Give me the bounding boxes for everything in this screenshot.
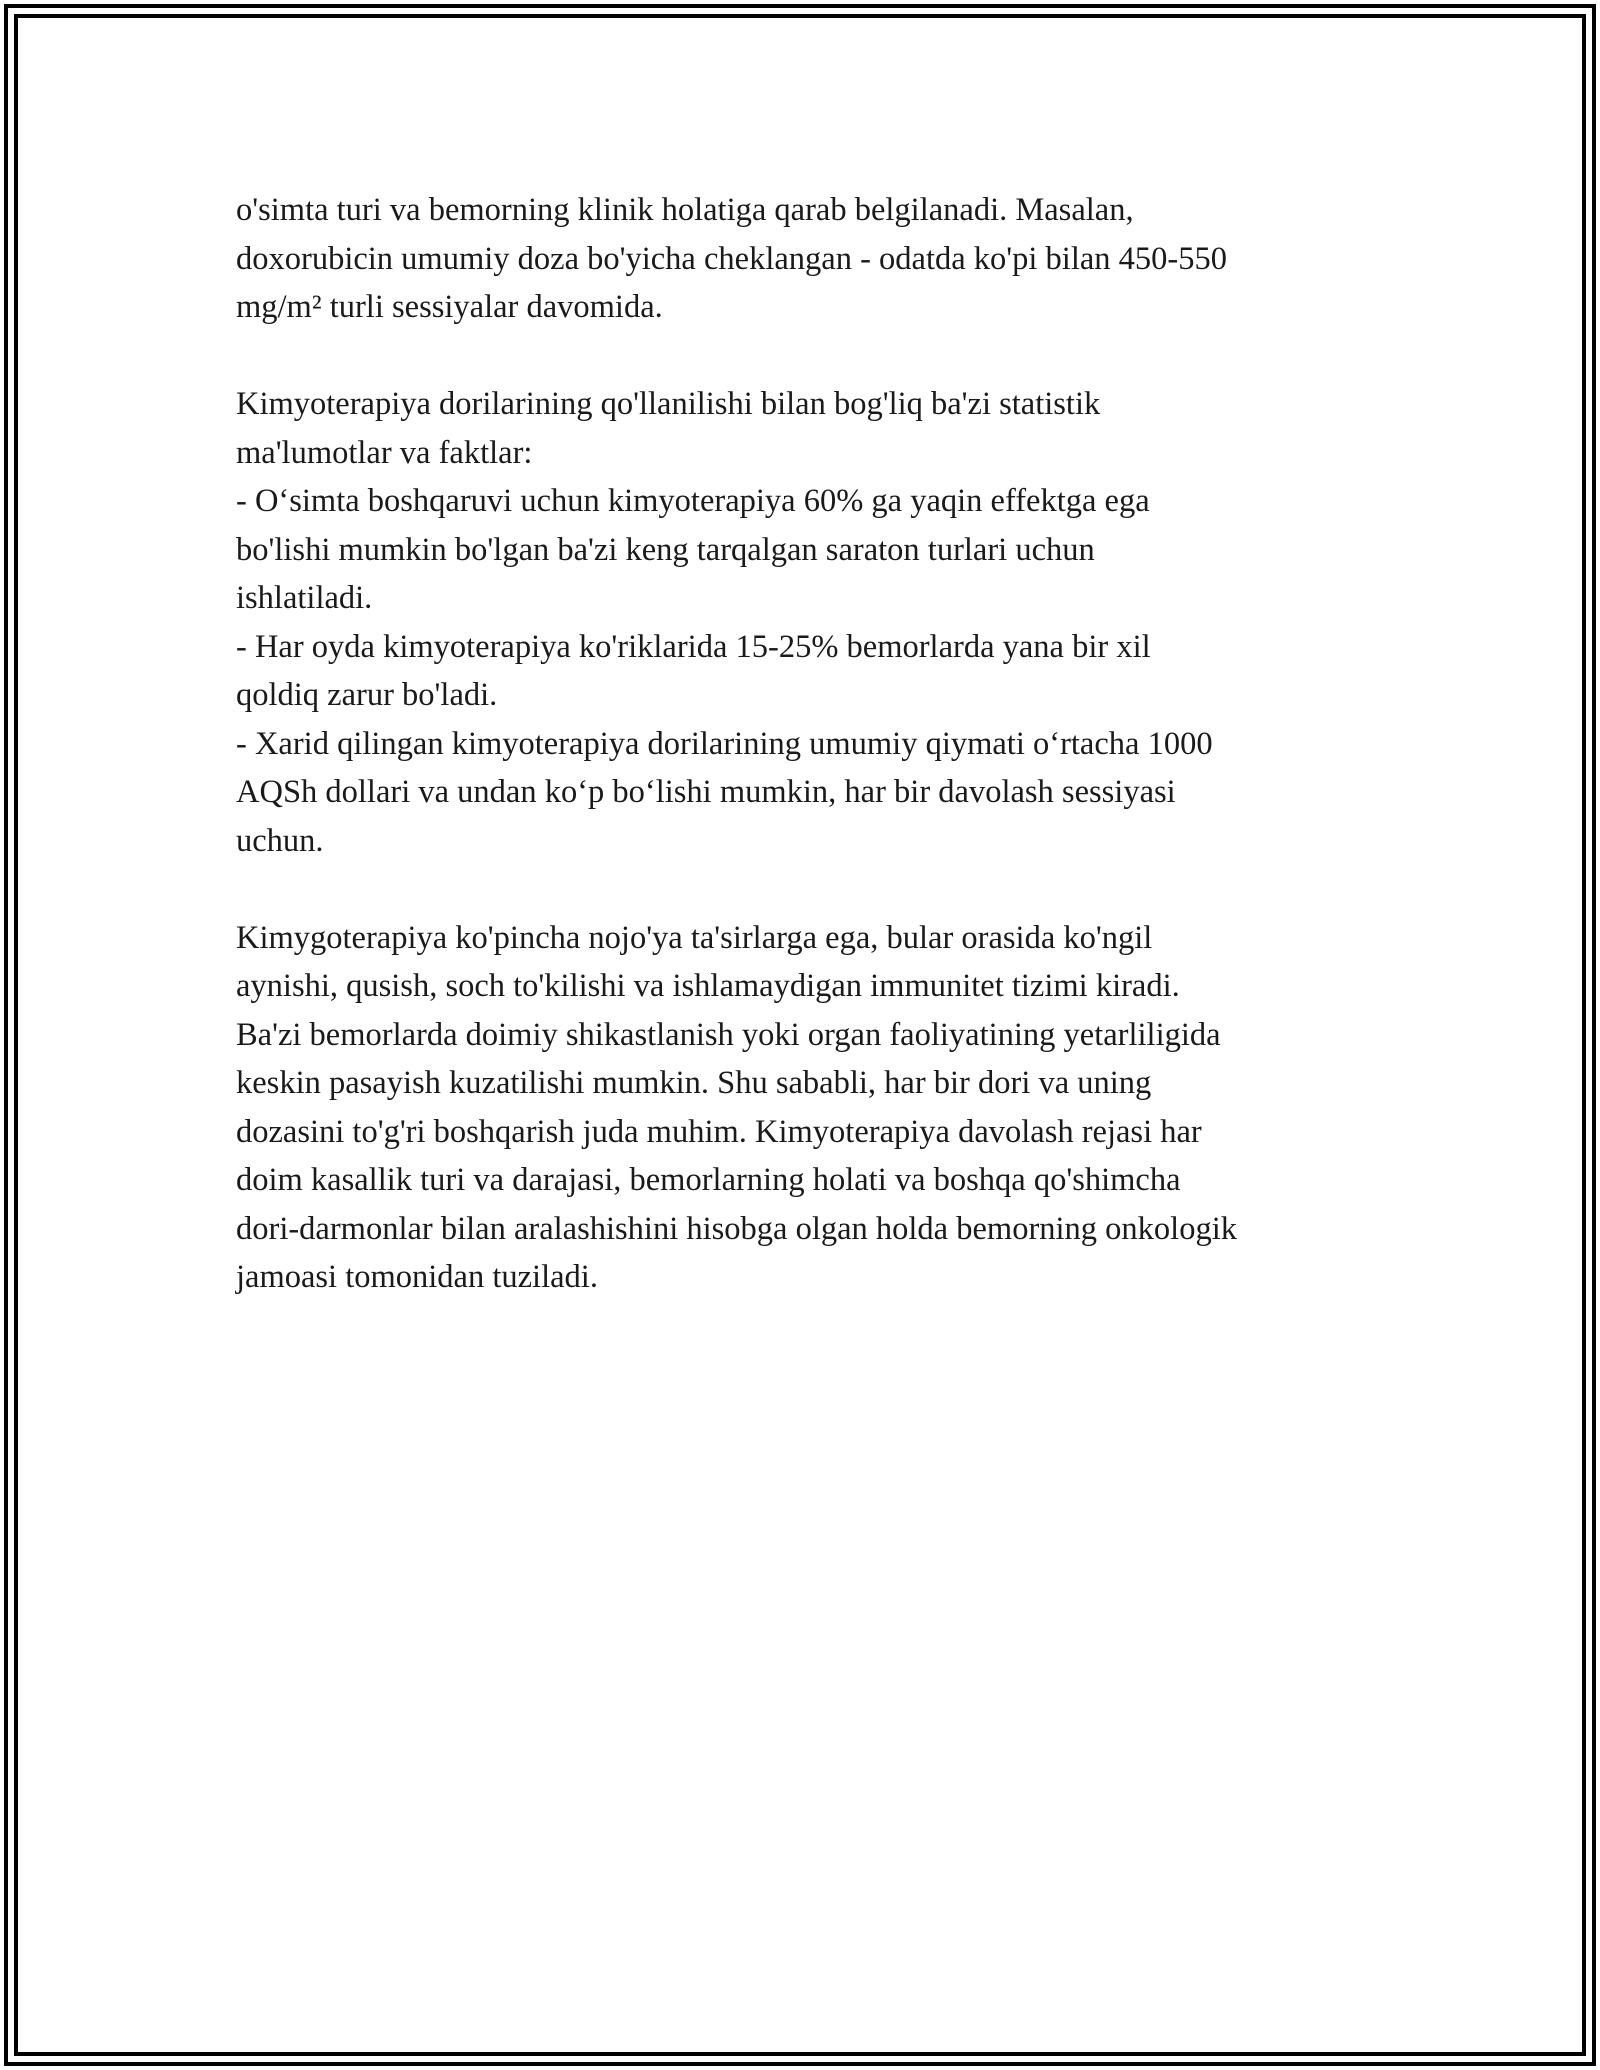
- paragraph-gap: [236, 865, 1376, 914]
- document-body: [236, 186, 1376, 1302]
- text-line: Kimyoterapiya dorilarining qo'llanilishi bilan bog'liq ba'zi statistik: [236, 386, 1101, 422]
- list-item-line: uchun.: [236, 822, 324, 859]
- list-item-line: bo'lishi mumkin bo'lgan ba'zi keng tarqalgan saraton turlari uchun: [236, 531, 1095, 568]
- list-item-line: - O‘simta boshqaruvi uchun kimyoterapiya 60% ga yaqin effektga ega: [236, 483, 1150, 519]
- list-item-line: - Har oyda kimyoterapiya ko'riklarida 15-25% bemorlarda yana bir xil: [236, 628, 1151, 665]
- text-line: Kimygoterapiya ko'pincha nojo'ya ta'sirlarga ega, bular orasida ko'ngil: [236, 919, 1153, 956]
- text-line: aynishi, qusish, soch to'kilishi va ishlamaydigan immunitet tizimi kiradi.: [236, 968, 1180, 1004]
- paragraph-dosage: [236, 186, 1376, 332]
- list-item-line: - Xarid qilingan kimyoterapiya dorilarining umumiy qiymati o‘rtacha 1000: [236, 725, 1213, 762]
- text-line: keskin pasayish kuzatilishi mumkin. Shu sababli, har bir dori va uning: [236, 1065, 1152, 1101]
- text-line: ma'lumotlar va faktlar:: [236, 434, 533, 471]
- text-line: dozasini to'g'ri boshqarish juda muhim. Kimyoterapiya davolash rejasi har: [236, 1113, 1202, 1150]
- text-line: doxorubicin umumiy doza bo'yicha cheklangan - odatda ko'pi bilan 450-550: [236, 240, 1227, 277]
- paragraph-gap: [236, 332, 1376, 381]
- list-item-line: qoldiq zarur bo'ladi.: [236, 677, 498, 713]
- paragraph-side-effects: [236, 914, 1376, 1302]
- list-item-line: ishlatiladi.: [236, 580, 373, 616]
- text-line: Ba'zi bemorlarda doimiy shikastlanish yoki organ faoliyatining yetarliligida: [236, 1016, 1221, 1053]
- text-line: jamoasi tomonidan tuziladi.: [236, 1259, 598, 1295]
- text-line: dori-darmonlar bilan aralashishini hisobga olgan holda bemorning onkologik: [236, 1210, 1237, 1247]
- text-line: mg/m² turli sessiyalar davomida.: [236, 289, 663, 325]
- text-line: o'simta turi va bemorning klinik holatiga qarab belgilanadi. Masalan,: [236, 192, 1134, 228]
- list-item-line: AQSh dollari va undan ko‘p bo‘lishi mumkin, har bir davolash sessiyasi: [236, 774, 1176, 810]
- paragraph-statistics: [236, 380, 1376, 865]
- text-line: doim kasallik turi va darajasi, bemorlarning holati va boshqa qo'shimcha: [236, 1162, 1181, 1198]
